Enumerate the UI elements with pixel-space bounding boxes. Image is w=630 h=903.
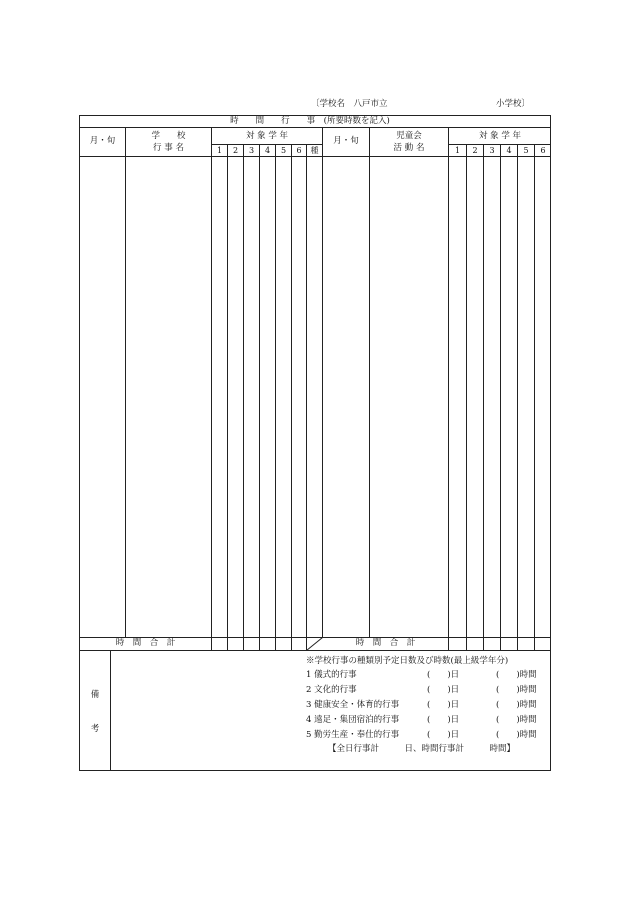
right-grade-line-3 bbox=[500, 144, 501, 650]
school-suffix-label: 小学校〕 bbox=[496, 99, 531, 109]
left-grade-line-2 bbox=[243, 144, 244, 650]
event-type-days: ( )日 bbox=[427, 670, 460, 680]
right-event-col-line bbox=[448, 127, 449, 650]
left-event-header-line2: 行 事 名 bbox=[153, 143, 184, 153]
event-type-days: ( )日 bbox=[427, 700, 460, 710]
right-grade-line-5 bbox=[534, 144, 535, 650]
remarks-heading: ※学校行事の種類別予定日数及び時数(最上級学年分) bbox=[306, 656, 509, 666]
right-grade-col-3: 3 bbox=[489, 146, 495, 155]
totals-diagonal-slash bbox=[306, 637, 323, 651]
event-type-name: 5 勤労生産・奉仕的行事 bbox=[306, 730, 400, 740]
left-total-label: 時 間 合 計 bbox=[115, 638, 176, 648]
event-type-days: ( )日 bbox=[427, 730, 460, 740]
right-event-header-line2: 活 動 名 bbox=[393, 143, 425, 153]
event-type-days: ( )日 bbox=[427, 685, 460, 695]
event-type-hours: ( )時間 bbox=[496, 700, 537, 710]
left-kind-col: 種 bbox=[310, 146, 319, 155]
section-divider-line bbox=[322, 127, 323, 637]
table-title: 時 間 行 事 (所要時数を記入) bbox=[230, 116, 390, 126]
left-grade-col-6: 6 bbox=[296, 146, 302, 155]
left-month-col-line bbox=[125, 127, 126, 637]
event-type-name: 2 文化的行事 bbox=[306, 685, 357, 695]
event-type-days: ( )日 bbox=[427, 715, 460, 725]
header-divider-line bbox=[79, 127, 551, 128]
right-month-header: 月・旬 bbox=[333, 136, 359, 146]
right-grade-line-1 bbox=[466, 144, 467, 650]
right-grade-col-6: 6 bbox=[540, 146, 546, 155]
event-type-hours: ( )時間 bbox=[496, 730, 537, 740]
column-header-bottom-line bbox=[79, 156, 551, 157]
right-total-label: 時 間 合 計 bbox=[355, 638, 416, 648]
remarks-summary: 【全日行事計 日、時間行事計 時間】 bbox=[328, 744, 516, 754]
left-grade-col-5: 5 bbox=[280, 146, 287, 155]
left-month-header: 月・旬 bbox=[89, 136, 116, 146]
school-name-label: 〔学校名 八戸市立 bbox=[311, 99, 388, 109]
left-grade-line-4 bbox=[275, 144, 276, 650]
right-grades-header: 対 象 学 年 bbox=[478, 131, 522, 141]
right-grade-col-5: 5 bbox=[523, 146, 529, 155]
right-grade-col-1: 1 bbox=[454, 146, 461, 155]
right-event-header-line1: 児童会 bbox=[396, 131, 422, 141]
left-grade-col-3: 3 bbox=[248, 146, 255, 155]
right-month-col-line bbox=[369, 127, 370, 637]
right-grade-line-2 bbox=[483, 144, 484, 650]
left-grade-line-3 bbox=[259, 144, 260, 650]
remarks-label-col-line bbox=[110, 650, 111, 771]
left-grade-col-1: 1 bbox=[216, 146, 223, 155]
right-grade-col-4: 4 bbox=[506, 146, 512, 155]
left-event-header-line1: 学 校 bbox=[151, 131, 186, 141]
remarks-label-2: 考 bbox=[90, 724, 100, 734]
remarks-label-1: 備 bbox=[90, 690, 100, 700]
right-grade-col-2: 2 bbox=[472, 146, 478, 155]
left-grade-col-2: 2 bbox=[232, 146, 239, 155]
event-type-name: 4 遠足・集団宿泊的行事 bbox=[306, 715, 400, 725]
event-type-hours: ( )時間 bbox=[496, 685, 537, 695]
left-grade-line-5 bbox=[291, 144, 292, 650]
left-grades-header: 対 象 学 年 bbox=[245, 131, 289, 141]
left-grade-line-1 bbox=[227, 144, 228, 650]
left-kind-col-line bbox=[306, 144, 307, 650]
left-event-col-line bbox=[211, 127, 212, 650]
event-type-name: 1 儀式的行事 bbox=[306, 670, 357, 680]
event-type-name: 3 健康安全・体育的行事 bbox=[306, 700, 400, 710]
right-grade-line-4 bbox=[517, 144, 518, 650]
event-type-hours: ( )時間 bbox=[496, 670, 537, 680]
event-type-hours: ( )時間 bbox=[496, 715, 537, 725]
left-grade-col-4: 4 bbox=[264, 146, 271, 155]
